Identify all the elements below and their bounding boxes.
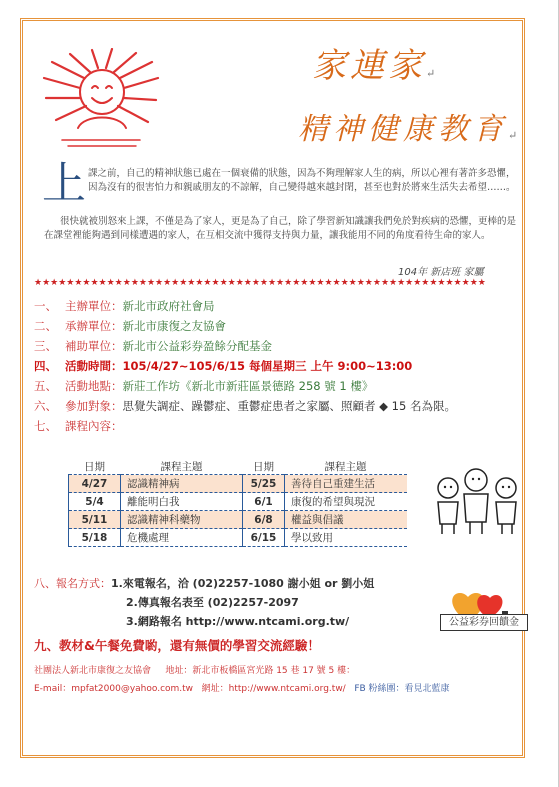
header-date: 日期 [243, 458, 285, 475]
star-divider: ★★★★★★★★★★★★★★★★★★★★★★★★★★★★★★★★★★★★★★★★★★★★★★★★★★★★★★★★ [34, 278, 486, 288]
table-row [69, 493, 407, 511]
registration-phone: 1.來電報名，洽 (02)2257-1080 謝小姐 or 劉小姐 [111, 577, 375, 590]
info-list [34, 296, 524, 436]
website-link[interactable]: 網址：http://www.ntcami.org.tw/ [201, 684, 346, 694]
registration-web: 3.網路報名 http://www.ntcami.org.tw/ [126, 615, 350, 628]
facebook-link[interactable]: FB 粉絲團：看見北藍康 [354, 684, 450, 694]
children-illustration [428, 458, 528, 538]
email-link[interactable]: E-mail：mpfat2000@yahoo.com.tw [34, 684, 194, 694]
footer-org-line [34, 663, 355, 676]
smiling-sun-illustration [40, 48, 160, 158]
dropcap-letter: 上 [42, 158, 86, 209]
date-cell: 6/1 [243, 493, 285, 511]
topic-cell: 學以致用 [285, 529, 407, 547]
topic-cell: 康復的希望與現況 [285, 493, 407, 511]
testimonial-signature: 104年 新店班 家屬 [398, 267, 484, 278]
table-row [69, 475, 407, 493]
registration-label: 八、報名方式： [34, 577, 111, 590]
date-cell: 5/4 [69, 493, 121, 511]
footer-contact-line [34, 681, 450, 694]
topic-cell: 危機處理 [121, 529, 243, 547]
info-item-location: 五、 活動地點：新莊工作坊《新北市新莊區景德路 258 號 1 樓》 [34, 379, 374, 393]
topic-cell: 權益與倡議 [285, 511, 407, 529]
schedule-table [68, 458, 407, 547]
info-item-sponsor: 三、 補助單位：新北市公益彩券盈餘分配基金 [34, 339, 272, 353]
date-cell: 5/11 [69, 511, 121, 529]
header-date: 日期 [69, 458, 121, 475]
intro-paragraph-2: 很快就被別怒來上課，不僅是為了家人，更是為了自己，除了學習新知識讓我們免於對疾病的恐懼，更棒的是在課堂裡能夠遇到同樣遭遇的家人，在互相交流中獲得支持與力量，讓我能用不同的角度看待生命的家人。 [44, 216, 517, 241]
registration-fax: 2.傳真報名表至 (02)2257-2097 [126, 596, 299, 609]
topic-cell: 認識精神科藥物 [121, 511, 243, 529]
topic-cell: 離能明白我 [121, 493, 243, 511]
title-line-1: 家連家↵ [312, 46, 440, 86]
info-item-time: 四、 活動時間：105/4/27~105/6/15 每個星期三 上午 9:00~13:00 [34, 359, 413, 373]
topic-cell: 善待自己重建生活 [285, 475, 407, 493]
info-item-organizer: 一、 主辦單位：新北市政府社會局 [34, 299, 215, 313]
intro-paragraph-1: 課之前，自己的精神狀態已處在一個衰備的狀態，因為不夠理解家人生的病，所以心裡有著許多恐懼，因為沒有的很害怕力和親戚朋友的不諒解，自己變得越來越封閉，甚至也對於將來生活失去希望……。 [88, 168, 516, 193]
table-row [69, 511, 407, 529]
free-offer-line: 九、教材&午餐免費喲，還有無價的學習交流經驗！ [34, 638, 320, 653]
info-item-audience: 六、 參加對象：思覺失調症、躁鬱症、重鬱症患者之家屬、照顧者 ◆ 15 名為限。 [34, 399, 456, 413]
registration-section [34, 574, 374, 631]
topic-cell: 認識精神病 [121, 475, 243, 493]
lottery-logo-caption: 公益彩券回饋金 [440, 614, 528, 631]
info-item-curriculum: 七、 課程內容： [34, 419, 123, 433]
header-topic: 課程主題 [285, 458, 407, 475]
date-cell: 6/15 [243, 529, 285, 547]
date-cell: 4/27 [69, 475, 121, 493]
header-topic: 課程主題 [121, 458, 243, 475]
date-cell: 5/18 [69, 529, 121, 547]
org-address: 地址：新北市板橋區宮光路 15 巷 17 號 5 樓： [165, 666, 356, 676]
info-item-contractor: 二、 承辦單位：新北市康復之友協會 [34, 319, 226, 333]
schedule-header-row [69, 458, 407, 475]
org-name: 社團法人新北市康復之友協會 [34, 666, 152, 676]
date-cell: 5/25 [243, 475, 285, 493]
title-line-2: 精神健康教育↵ [298, 112, 523, 147]
table-row [69, 529, 407, 547]
date-cell: 6/8 [243, 511, 285, 529]
